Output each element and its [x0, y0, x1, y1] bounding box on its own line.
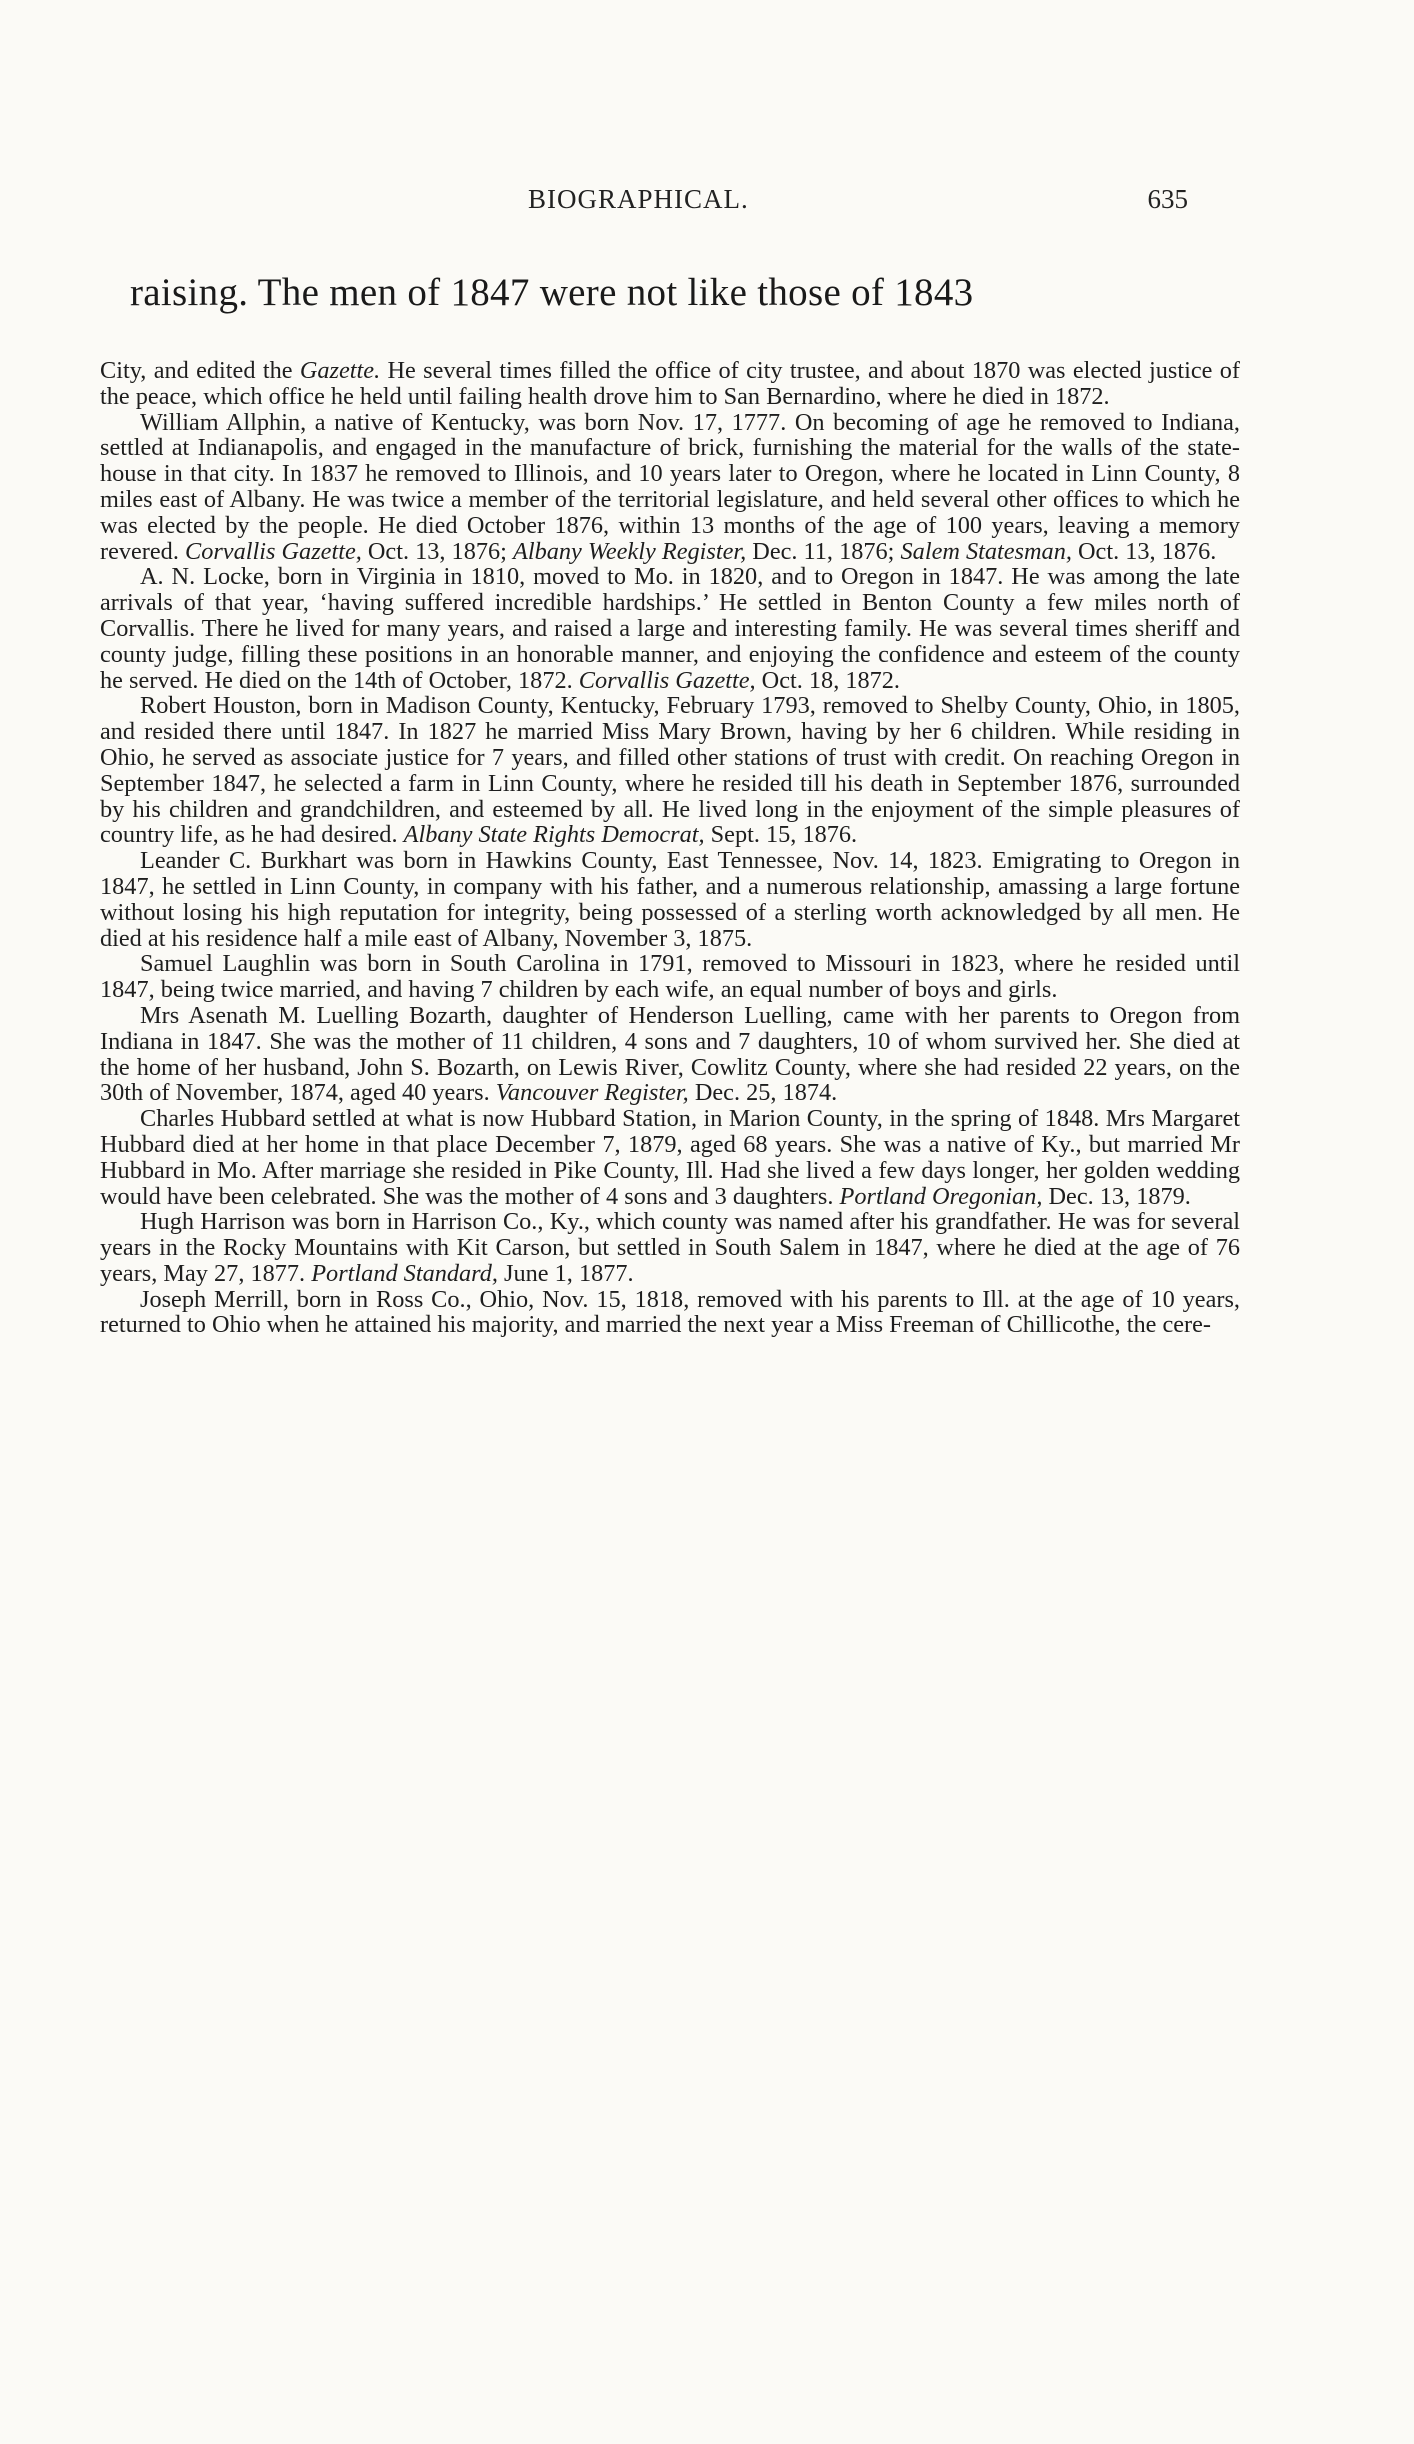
paragraph-text: Mrs Asenath M. Luelling Bozarth, daughter of Henderson Luelling, came with her parents to Oregon from Indiana in 1847. She was the mother of 11 children, 4 sons and 7 daughters, 10 of whom survived her. She died at the home of her husband, John S. Bozarth, on Lewis River, Cowlitz County, where she had resided 22 years, on the 30th of November, 1874, aged 40 years.: [100, 1001, 1240, 1107]
paragraph-text: City, and edited the: [100, 357, 300, 384]
source-citation: Portland Standard,: [311, 1259, 498, 1287]
paragraph-text: Dec. 13, 1879.: [1042, 1182, 1191, 1210]
paragraph-merrill: [100, 1287, 1240, 1339]
source-citation: Albany Weekly Register,: [512, 537, 747, 565]
paragraph-laughlin: [100, 951, 1240, 1003]
paragraph-text: Leander C. Burkhart was born in Hawkins County, East Tennessee, Nov. 14, 1823. Emigrating to Oregon in 1847, he settled in Linn County, in company with his father, and a numerous relationship, amassing a large fortune without losing his high reputation for integrity, being possessed of a sterling worth acknowledged by all men. He died at his residence half a mile east of Albany, November 3, 1875.: [100, 847, 1240, 952]
paragraph-text: Oct. 13, 1876;: [361, 537, 513, 565]
paragraph-text: Dec. 25, 1874.: [688, 1079, 838, 1107]
paragraph-allphin: [100, 410, 1240, 565]
header-title: BIOGRAPHICAL.: [528, 184, 749, 214]
paragraph-text: Dec. 11, 1876;: [746, 537, 901, 565]
paragraph-text: A. N. Locke, born in Virginia in 1810, moved to Mo. in 1820, and to Oregon in 1847. He was among the late arrivals of that year, ‘having suffered incredible hardships.’ He settled in Benton County a few miles north of Corvallis. There he lived for many years, and raised a large and interesting family. He was several times sheriff and county judge, filling these positions in an honorable manner, and enjoying the confidence and esteem of the county he served. He died on the 14th of October, 1872.: [100, 563, 1240, 694]
running-header: [100, 184, 1412, 224]
paragraph-text: William Allphin, a native of Kentucky, was born Nov. 17, 1777. On becoming of age he removed to Indiana, settled at Indianapolis, and engaged in the manufacture of brick, furnishing the material for the walls of the state-house in that city. In 1837 he removed to Illinois, and 10 years later to Oregon, where he located in Linn County, 8 miles east of Albany. He was twice a member of the territorial legislature, and held several other offices to which he was elected by the people. He died October 1876, within 13 months of the age of 100 years, leaving a memory revered.: [100, 408, 1240, 565]
paragraph-text: Oct. 13, 1876.: [1071, 537, 1217, 565]
caption-line: raising. The men of 1847 were not like those of 1843: [130, 271, 974, 314]
paragraph-bozarth: [100, 1003, 1240, 1106]
paragraph-text: Samuel Laughlin was born in South Carolina in 1791, removed to Missouri in 1823, where he resided until 1847, being twice married, and having 7 children by each wife, an equal number of boys and girls.: [100, 950, 1240, 1004]
source-citation: Salem Statesman,: [900, 537, 1072, 565]
source-citation: Vancouver Register,: [495, 1079, 689, 1107]
paragraph-text: Joseph Merrill, born in Ross Co., Ohio, Nov. 15, 1818, removed with his parents to Ill. at the age of 10 years, returned to Ohio when he attained his majority, and married the next year a Miss Freeman of Chillicothe, the cere-: [100, 1285, 1240, 1339]
paragraph-text: He several times filled the office of city trustee, and about 1870 was elected justice of the peace, which office he held until failing health drove him to San Bernardino, where he died in 1872.: [100, 357, 1240, 410]
paragraph-text: Oct. 18, 1872.: [755, 666, 901, 694]
source-citation: Corvallis Gazette,: [184, 537, 362, 565]
paragraph-houston: [100, 693, 1240, 848]
source-citation: Portland Oregonian,: [839, 1182, 1043, 1210]
source-citation: Corvallis Gazette,: [578, 666, 756, 694]
source-citation: Albany State Rights Democrat,: [403, 821, 705, 849]
paragraph-locke: [100, 564, 1240, 693]
biography-text: [100, 358, 1240, 1338]
page-number: 635: [1147, 184, 1188, 214]
paragraph-text: Hugh Harrison was born in Harrison Co., Ky., which county was named after his grandfather. He was for several years in the Rocky Mountains with Kit Carson, but settled in South Salem in 1847, where he died at the age of 76 years, May 27, 1877.: [100, 1208, 1240, 1287]
paragraph-burkhart: [100, 848, 1240, 951]
paragraph-harrison: [100, 1209, 1240, 1286]
paragraph-text: Sept. 15, 1876.: [704, 821, 858, 849]
paragraph-text: Robert Houston, born in Madison County, Kentucky, February 1793, removed to Shelby County, Ohio, in 1805, and resided there until 1847. In 1827 he married Miss Mary Brown, having by her 6 children. While residing in Ohio, he served as associate justice for 7 years, and filled other stations of trust with credit. On reaching Oregon in September 1847, he selected a farm in Linn County, where he resided till his death in September 1876, surrounded by his children and grandchildren, and esteemed by all. He lived long in the enjoyment of the simple pleasures of country life, as he had desired.: [100, 692, 1240, 849]
source-citation: Gazette.: [299, 357, 381, 384]
paragraph-continuation: [100, 358, 1240, 410]
paragraph-text: June 1, 1877.: [497, 1259, 634, 1287]
paragraph-text: Charles Hubbard settled at what is now Hubbard Station, in Marion County, in the spring of 1848. Mrs Margaret Hubbard died at her home in that place December 7, 1879, aged 68 years. She was a native of Ky., but married Mr Hubbard in Mo. After marriage she resided in Pike County, Ill. Had she lived a few days longer, her golden wedding would have been celebrated. She was the mother of 4 sons and 3 daughters.: [100, 1105, 1240, 1210]
paragraph-hubbard: [100, 1106, 1240, 1209]
